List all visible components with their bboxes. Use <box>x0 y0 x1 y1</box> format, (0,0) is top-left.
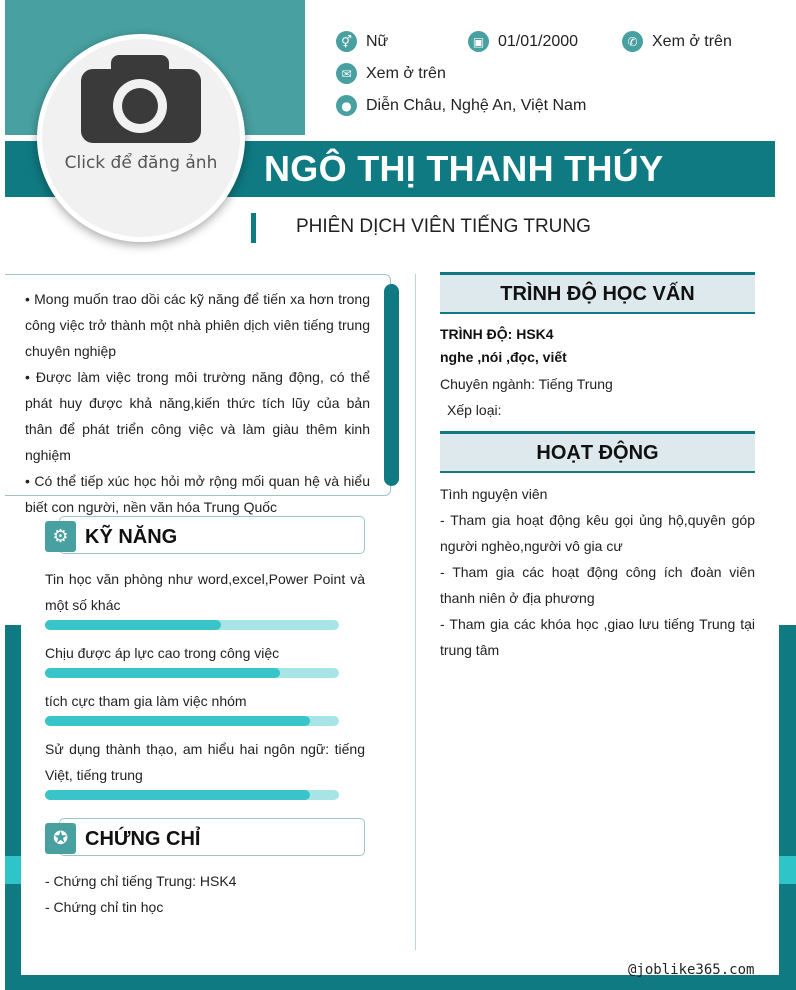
skill-item[interactable] <box>45 566 365 630</box>
column-divider <box>415 274 416 950</box>
phone-value[interactable]: Xem ở trên <box>652 32 732 50</box>
education-skills: nghe ,nói ,đọc, viết <box>440 349 567 365</box>
email-icon: ✉ <box>336 63 357 84</box>
gear-icon: ⚙ <box>45 521 76 552</box>
education-section[interactable] <box>440 323 755 423</box>
skill-bar <box>45 668 339 678</box>
objective-line: • Có thể tiếp xúc học hỏi mở rộng mối quan hệ và hiểu biết con người, nền văn hóa Trung Quốc <box>25 473 370 515</box>
location-icon: ● <box>336 95 357 116</box>
activity-item: - Tham gia các khóa học ,giao lưu tiếng Trung tại trung tâm <box>440 616 755 658</box>
skills-list <box>45 566 365 810</box>
calendar-icon: ▣ <box>468 31 489 52</box>
left-border-stripe <box>5 625 21 990</box>
career-objective[interactable] <box>5 274 391 515</box>
skill-label: Tin học văn phòng như word,excel,Power Point và một số khác <box>45 571 365 613</box>
skill-item[interactable] <box>45 640 365 678</box>
activity-item: Tình nguyện viên <box>440 486 548 502</box>
contact-gender <box>336 31 388 52</box>
education-title: TRÌNH ĐỘ HỌC VẤN <box>500 283 695 305</box>
education-header <box>440 272 755 314</box>
objective-line: • Được làm việc trong môi trường năng động, có thể phát huy được khả năng,kiến thức tích lũy của bản thân để phát triển công việc và làm giàu thêm kinh nghiệm <box>25 369 370 463</box>
activity-item: - Tham gia hoạt động kêu gọi ủng hộ,quyên góp người nghèo,người vô gia cư <box>440 512 755 554</box>
email-value[interactable]: Xem ở trên <box>366 64 446 82</box>
address-value[interactable]: Diễn Châu, Nghệ An, Việt Nam <box>366 96 587 114</box>
contact-phone <box>622 31 732 52</box>
skill-label: Sử dụng thành thạo, am hiểu hai ngôn ngữ: tiếng Việt, tiếng trung <box>45 741 365 783</box>
contact-birthday <box>468 31 578 52</box>
right-border-stripe <box>779 625 796 990</box>
award-icon: ✪ <box>45 823 76 854</box>
skill-bar <box>45 790 339 800</box>
activities-header <box>440 431 755 473</box>
certificate-item: - Chứng chỉ tin học <box>45 899 164 915</box>
skills-header <box>45 516 365 556</box>
gender-value[interactable]: Nữ <box>366 32 389 50</box>
skill-bar <box>45 620 339 630</box>
objective-scrollbar[interactable] <box>384 284 399 486</box>
certificate-item: - Chứng chỉ tiếng Trung: HSK4 <box>45 873 237 889</box>
certificates-title: CHỨNG CHỈ <box>85 828 201 850</box>
skill-label: tích cực tham gia làm việc nhóm <box>45 693 247 709</box>
avatar-upload[interactable] <box>37 34 245 242</box>
right-border-accent <box>779 856 796 884</box>
phone-icon: ✆ <box>622 31 643 52</box>
skill-bar <box>45 716 339 726</box>
skills-title: KỸ NĂNG <box>85 526 178 548</box>
watermark: @joblike365.com <box>628 962 755 978</box>
title-accent-bar <box>251 213 256 243</box>
certificates-header <box>45 818 365 858</box>
contact-email <box>336 63 446 84</box>
camera-icon <box>81 69 201 143</box>
education-level: TRÌNH ĐỘ: HSK4 <box>440 326 554 342</box>
full-name[interactable]: NGÔ THỊ THANH THÚY <box>264 148 664 189</box>
left-border-accent <box>5 856 21 884</box>
contact-address <box>336 95 586 116</box>
birthday-value[interactable]: 01/01/2000 <box>498 32 579 50</box>
activities-section[interactable] <box>440 481 755 663</box>
activities-title: HOẠT ĐỘNG <box>536 442 659 464</box>
skill-item[interactable] <box>45 688 365 726</box>
avatar-caption: Click để đăng ảnh <box>64 153 218 173</box>
activity-item: - Tham gia các hoạt động công ích đoàn viên thanh niên ở địa phương <box>440 564 755 606</box>
skill-label: Chịu được áp lực cao trong công việc <box>45 645 280 661</box>
education-grade: Xếp loại: <box>447 402 502 418</box>
skill-item[interactable] <box>45 736 365 800</box>
gender-icon: ⚥ <box>336 31 357 52</box>
objective-line: • Mong muốn trao dồi các kỹ năng để tiến xa hơn trong công việc trở thành một nhà phiên dịch viên tiếng trung chuyên nghiệp <box>25 291 370 359</box>
certificates-list[interactable] <box>45 868 365 920</box>
education-major: Chuyên ngành: Tiếng Trung <box>440 376 613 392</box>
job-title[interactable]: PHIÊN DỊCH VIÊN TIẾNG TRUNG <box>296 216 591 237</box>
